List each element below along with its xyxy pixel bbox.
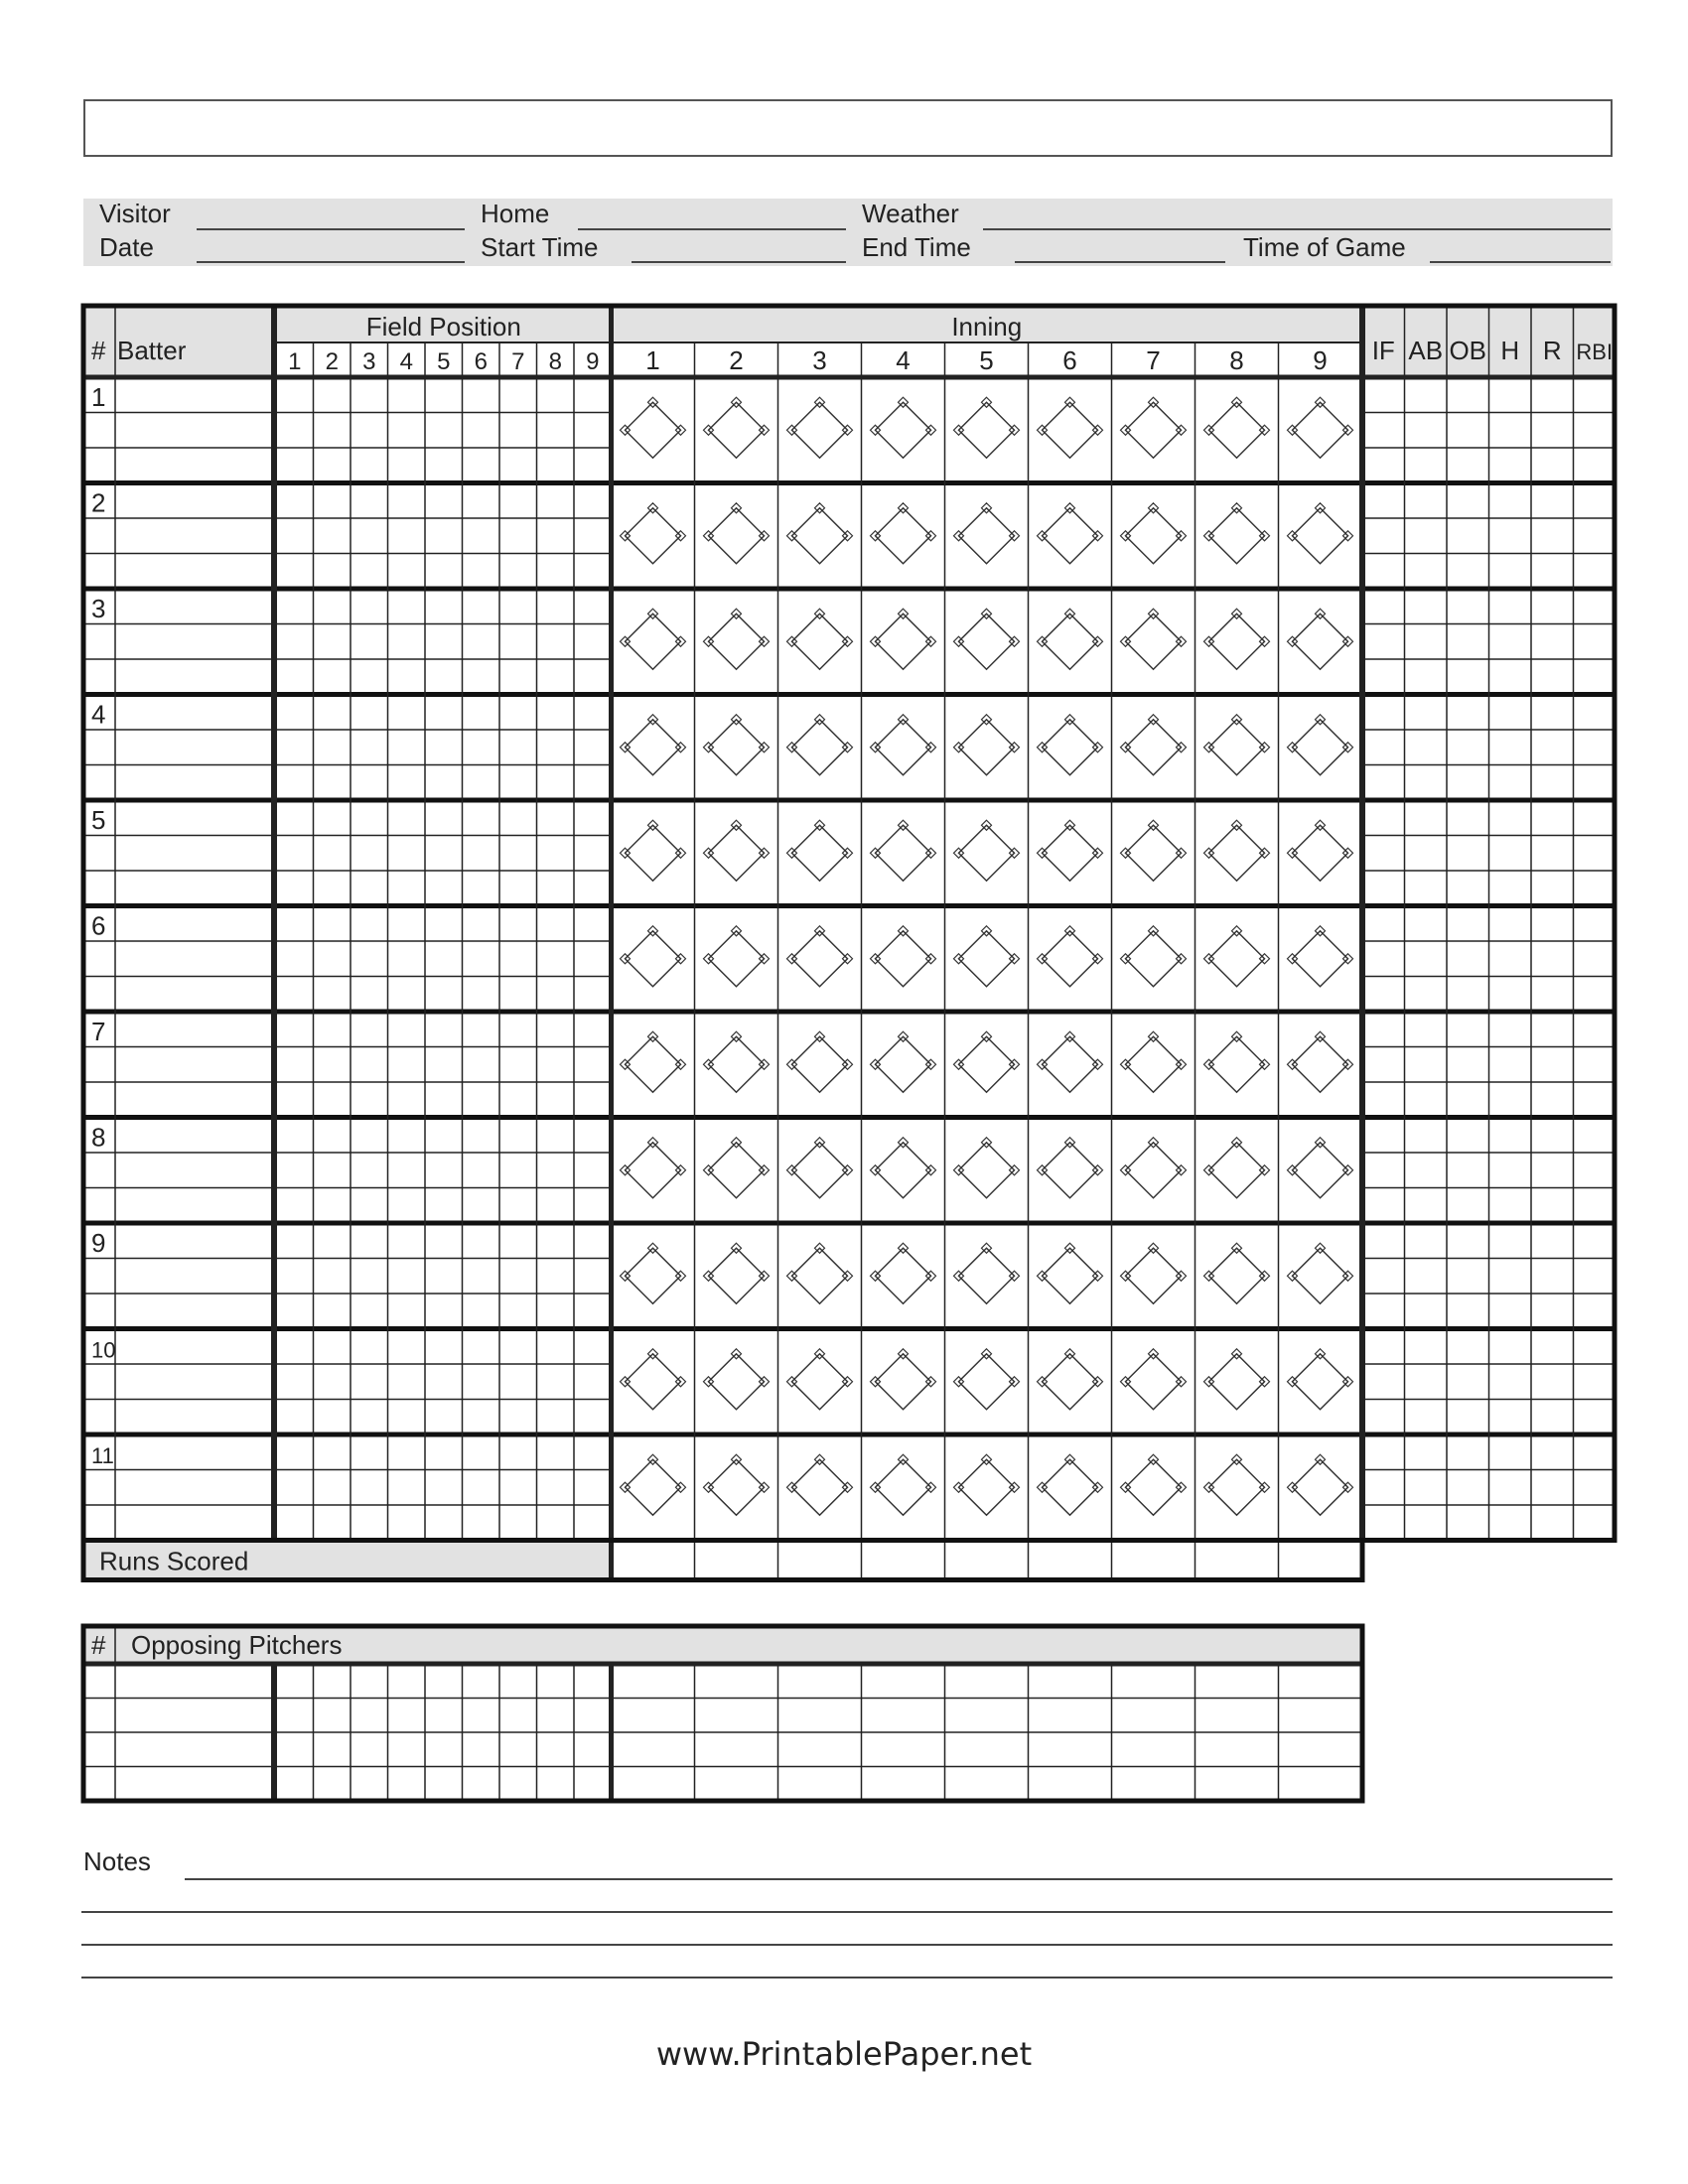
diamond-icon[interactable] — [1043, 931, 1098, 987]
diamond-icon[interactable] — [1043, 1354, 1098, 1410]
diamond-icon[interactable] — [1126, 402, 1182, 458]
diamond-icon[interactable] — [876, 1036, 931, 1092]
diamond-icon[interactable] — [1293, 720, 1348, 775]
batter-number-1: 1 — [91, 382, 106, 412]
diamond-icon[interactable] — [626, 1354, 681, 1410]
diamond-icon[interactable] — [959, 508, 1015, 564]
diamond-icon[interactable] — [876, 1354, 931, 1410]
field-position-col-3: 3 — [362, 348, 376, 375]
diamond-icon[interactable] — [1043, 1248, 1098, 1303]
diamond-icon[interactable] — [1293, 1459, 1348, 1515]
field-position-col-1: 1 — [288, 348, 302, 375]
diamond-icon[interactable] — [1209, 508, 1265, 564]
diamond-icon[interactable] — [1293, 508, 1348, 564]
diamond-icon[interactable] — [1209, 1459, 1265, 1515]
diamond-icon[interactable] — [792, 931, 848, 987]
stat-header-if: IF — [1371, 336, 1395, 365]
field-position-col-8: 8 — [548, 348, 562, 375]
diamond-icon[interactable] — [792, 614, 848, 669]
diamond-icon[interactable] — [959, 1354, 1015, 1410]
start-time-label: Start Time — [481, 232, 599, 262]
number-header: # — [91, 336, 106, 365]
diamond-icon[interactable] — [709, 1459, 765, 1515]
inning-col-3: 3 — [812, 345, 827, 375]
diamond-icon[interactable] — [792, 720, 848, 775]
diamond-icon[interactable] — [626, 402, 681, 458]
pitchers-header: Opposing Pitchers — [131, 1630, 343, 1660]
diamond-icon[interactable] — [959, 825, 1015, 881]
diamond-icon[interactable] — [959, 1459, 1015, 1515]
notes-line-2[interactable] — [81, 1911, 1613, 1913]
diamond-icon[interactable] — [1043, 1036, 1098, 1092]
home-label: Home — [481, 199, 550, 228]
diamond-icon[interactable] — [1293, 825, 1348, 881]
diamond-icon[interactable] — [1126, 1036, 1182, 1092]
stat-header-rbi: RBI — [1576, 340, 1614, 364]
diamond-icon[interactable] — [1209, 1248, 1265, 1303]
inning-col-5: 5 — [979, 345, 994, 375]
diamond-icon[interactable] — [792, 1459, 848, 1515]
diamond-icon[interactable] — [626, 508, 681, 564]
inning-col-7: 7 — [1146, 345, 1161, 375]
diamond-icon[interactable] — [1209, 1354, 1265, 1410]
diamond-icon[interactable] — [1126, 1459, 1182, 1515]
field-position-col-9: 9 — [586, 348, 600, 375]
batter-number-2: 2 — [91, 487, 106, 518]
inning-col-4: 4 — [896, 345, 911, 375]
diamond-icon[interactable] — [626, 1459, 681, 1515]
diamond-icon[interactable] — [1209, 720, 1265, 775]
diamond-icon[interactable] — [959, 931, 1015, 987]
batter-number-6: 6 — [91, 910, 106, 941]
batter-number-5: 5 — [91, 805, 106, 835]
diamond-icon[interactable] — [1293, 402, 1348, 458]
diamond-icon[interactable] — [792, 1143, 848, 1198]
diamond-icon[interactable] — [709, 1354, 765, 1410]
diamond-icon[interactable] — [709, 508, 765, 564]
stat-header-r: R — [1542, 336, 1562, 365]
inning-col-9: 9 — [1313, 345, 1328, 375]
diamond-icon[interactable] — [959, 1248, 1015, 1303]
diamond-icon[interactable] — [1126, 825, 1182, 881]
field-position-col-7: 7 — [511, 348, 525, 375]
diamond-icon[interactable] — [1293, 931, 1348, 987]
notes-line-4[interactable] — [81, 1977, 1613, 1979]
end-time-label: End Time — [862, 232, 971, 262]
diamond-icon[interactable] — [792, 402, 848, 458]
field-position-header: Field Position — [365, 312, 521, 341]
diamond-icon[interactable] — [876, 1143, 931, 1198]
diamond-icon[interactable] — [1126, 720, 1182, 775]
notes-label: Notes — [83, 1846, 151, 1876]
diamond-icon[interactable] — [1126, 1143, 1182, 1198]
diamond-icon[interactable] — [1126, 931, 1182, 987]
inning-col-8: 8 — [1229, 345, 1244, 375]
diamond-icon[interactable] — [876, 402, 931, 458]
diamond-icon[interactable] — [1043, 1143, 1098, 1198]
diamond-icon[interactable] — [1209, 825, 1265, 881]
diamond-icon[interactable] — [1043, 720, 1098, 775]
diamond-icon[interactable] — [792, 1036, 848, 1092]
inning-col-2: 2 — [729, 345, 744, 375]
diamond-icon[interactable] — [626, 720, 681, 775]
diamond-icon[interactable] — [959, 614, 1015, 669]
diamond-icon[interactable] — [626, 614, 681, 669]
diamond-icon[interactable] — [876, 825, 931, 881]
diamond-icon[interactable] — [792, 508, 848, 564]
diamond-icon[interactable] — [626, 1036, 681, 1092]
batter-number-10: 10 — [91, 1337, 116, 1363]
diamond-icon[interactable] — [709, 1036, 765, 1092]
diamond-icon[interactable] — [626, 931, 681, 987]
diamond-icon[interactable] — [1293, 1248, 1348, 1303]
batter-number-11: 11 — [91, 1443, 114, 1468]
diamond-icon[interactable] — [876, 508, 931, 564]
diamond-icon[interactable] — [1043, 825, 1098, 881]
diamond-icon[interactable] — [1209, 931, 1265, 987]
diamond-icon[interactable] — [876, 720, 931, 775]
time-of-game-label: Time of Game — [1243, 232, 1406, 262]
diamond-icon[interactable] — [709, 1248, 765, 1303]
field-position-col-2: 2 — [325, 348, 339, 375]
diamond-icon[interactable] — [959, 1036, 1015, 1092]
diamond-icon[interactable] — [709, 931, 765, 987]
stat-header-ob: OB — [1449, 336, 1487, 365]
diamond-icon[interactable] — [709, 402, 765, 458]
diamond-icon[interactable] — [1126, 614, 1182, 669]
diamond-icon[interactable] — [1043, 614, 1098, 669]
diamond-icon[interactable] — [876, 931, 931, 987]
field-position-col-4: 4 — [399, 348, 413, 375]
batter-number-4: 4 — [91, 699, 106, 730]
diamond-icon[interactable] — [1209, 402, 1265, 458]
stat-header-h: H — [1500, 336, 1520, 365]
diamond-icon[interactable] — [709, 614, 765, 669]
diamond-icon[interactable] — [1209, 614, 1265, 669]
diamond-icon[interactable] — [792, 1354, 848, 1410]
diamond-icon[interactable] — [959, 402, 1015, 458]
batter-number-3: 3 — [91, 594, 106, 623]
runs-scored-label: Runs Scored — [99, 1546, 249, 1576]
inning-col-6: 6 — [1062, 345, 1077, 375]
diamond-icon[interactable] — [1293, 1036, 1348, 1092]
diamond-icon[interactable] — [709, 1143, 765, 1198]
pitchers-number-header: # — [91, 1630, 106, 1660]
diamond-icon[interactable] — [1043, 1459, 1098, 1515]
batter-number-9: 9 — [91, 1228, 106, 1258]
date-label: Date — [99, 232, 154, 262]
diamond-icon[interactable] — [792, 1248, 848, 1303]
field-position-col-5: 5 — [437, 348, 451, 375]
batter-number-7: 7 — [91, 1017, 106, 1046]
footer-url: www.PrintablePaper.net — [655, 2035, 1033, 2073]
diamond-icon[interactable] — [959, 1143, 1015, 1198]
diamond-icon[interactable] — [1209, 1036, 1265, 1092]
diamond-icon[interactable] — [876, 1459, 931, 1515]
diamond-icon[interactable] — [1293, 1143, 1348, 1198]
diamond-icon[interactable] — [626, 1248, 681, 1303]
batter-number-8: 8 — [91, 1122, 106, 1153]
visitor-label: Visitor — [99, 199, 171, 228]
diamond-icon[interactable] — [1043, 508, 1098, 564]
diamond-icon[interactable] — [959, 720, 1015, 775]
field-position-col-6: 6 — [474, 348, 488, 375]
inning-col-1: 1 — [645, 345, 660, 375]
diamond-icon[interactable] — [709, 825, 765, 881]
diamond-icon[interactable] — [1126, 1248, 1182, 1303]
diamond-icon[interactable] — [709, 720, 765, 775]
inning-header: Inning — [951, 312, 1023, 341]
weather-label: Weather — [862, 199, 959, 228]
diamond-icon[interactable] — [1293, 614, 1348, 669]
diamond-icon[interactable] — [1126, 1354, 1182, 1410]
diamond-icon[interactable] — [876, 614, 931, 669]
stat-header-ab: AB — [1408, 336, 1444, 365]
diamond-icon[interactable] — [1043, 402, 1098, 458]
diamond-icon[interactable] — [792, 825, 848, 881]
notes-line-1[interactable] — [185, 1878, 1613, 1880]
notes-line-3[interactable] — [81, 1944, 1613, 1946]
diamond-icon[interactable] — [1126, 508, 1182, 564]
batter-header: Batter — [117, 336, 187, 365]
diamond-icon[interactable] — [626, 825, 681, 881]
diamond-icon[interactable] — [1209, 1143, 1265, 1198]
diamond-icon[interactable] — [1293, 1354, 1348, 1410]
diamond-icon[interactable] — [626, 1143, 681, 1198]
diamond-icon[interactable] — [876, 1248, 931, 1303]
